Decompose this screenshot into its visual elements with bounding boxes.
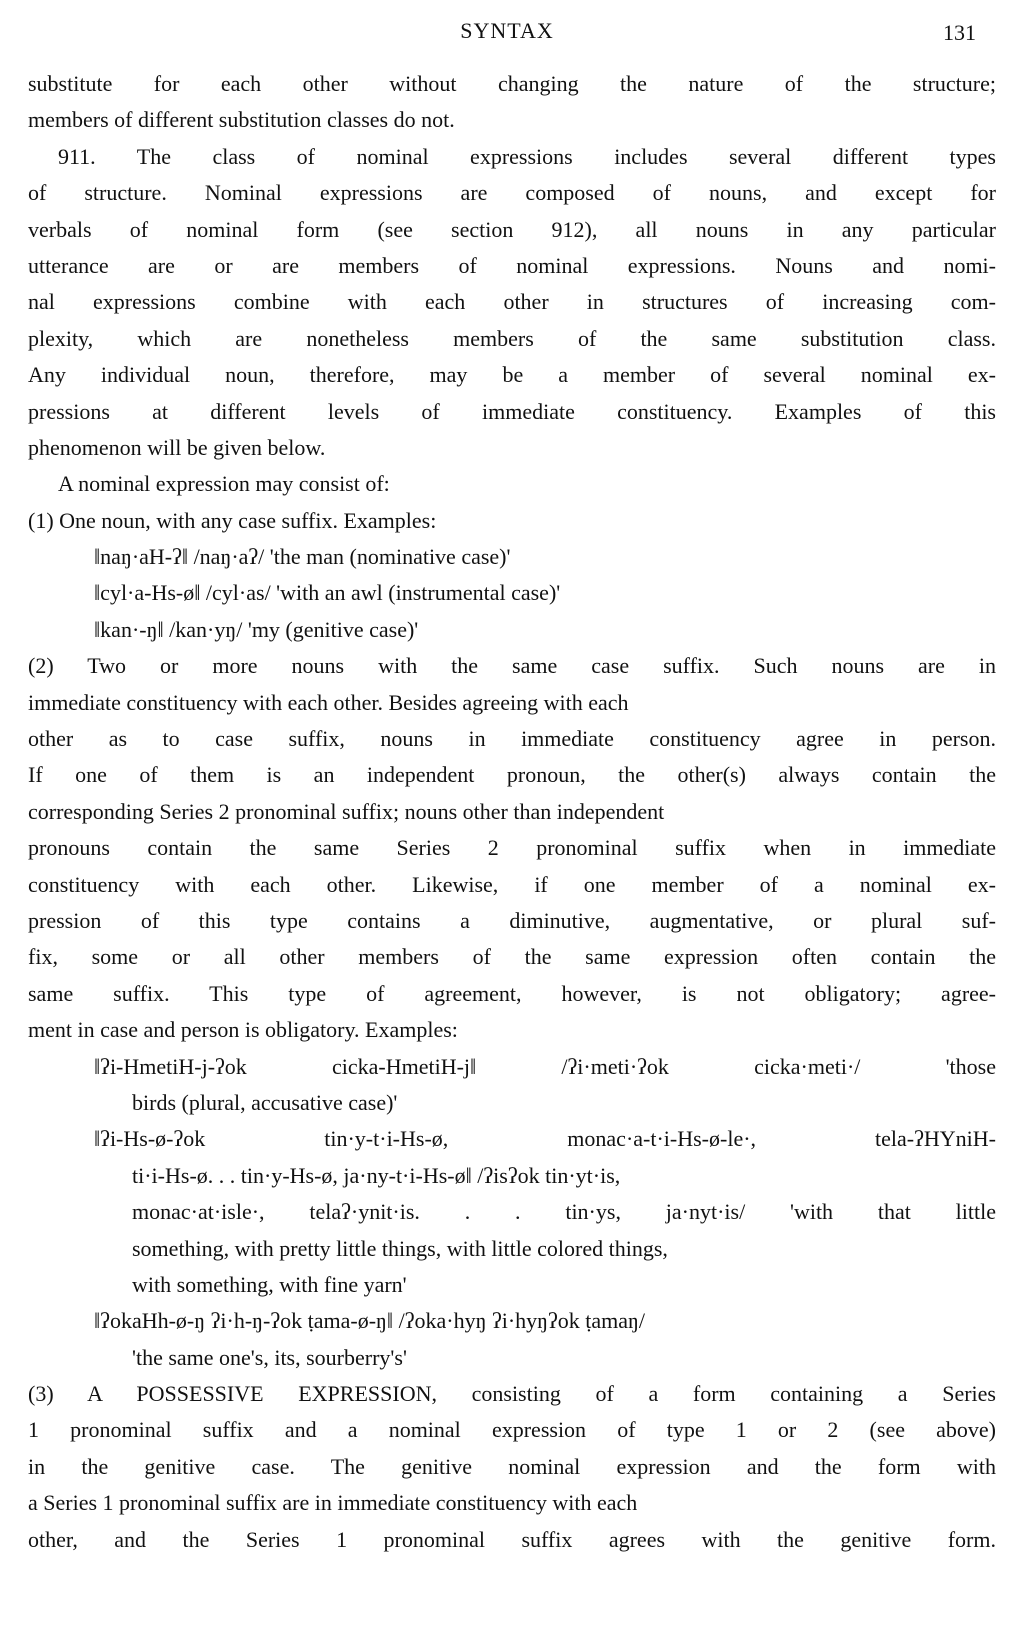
running-head: SYNTAX [460, 18, 554, 43]
body-text [28, 66, 996, 1558]
text-line: ment in case and person is obligatory. Examples: [28, 1017, 458, 1043]
text-line: other as to case suffix, nouns in immediate constituency agree in person. [28, 726, 996, 752]
text-line: members of different substitution classes do not. [28, 107, 455, 133]
text-line: immediate constituency with each other. Besides agreeing with each [28, 689, 629, 715]
text-line: A nominal expression may consist of: [58, 471, 390, 497]
text-line: something, with pretty little things, with little colored things, [132, 1235, 668, 1261]
text-line: verbals of nominal form (see section 912), all nouns in any particular [28, 216, 996, 242]
text-line: of structure. Nominal expressions are composed of nouns, and except for [28, 180, 996, 206]
text-line: (2) Two or more nouns with the same case suffix. Such nouns are in [28, 653, 996, 679]
text-line: utterance are or are members of nominal expressions. Nouns and nomi- [28, 252, 996, 278]
text-line: constituency with each other. Likewise, if one member of a nominal ex- [28, 871, 996, 897]
text-line: monac·at·isle·, telaʔ·ynit·is. . . tin·ys, ja·nyt·is/ 'with that little [132, 1199, 996, 1225]
text-line: If one of them is an independent pronoun, the other(s) always contain the [28, 762, 996, 788]
text-line: plexity, which are nonetheless members of the same substitution class. [28, 325, 996, 351]
text-line: 'the same one's, its, sourberry's' [132, 1344, 407, 1370]
text-line: Any individual noun, therefore, may be a member of several nominal ex- [28, 362, 996, 388]
text-line: in the genitive case. The genitive nominal expression and the form with [28, 1453, 996, 1479]
text-line: ‖ʔi-HmetiH-j-ʔok cicka-HmetiH-j‖ /ʔi·meti·ʔok cicka·meti·/ 'those [94, 1053, 996, 1079]
text-line: ‖ʔi-Hs-ø-ʔok tin·y-t·i-Hs-ø, monac·a-t·i-Hs-ø-le·, tela-ʔHYniH- [94, 1126, 996, 1152]
text-line: pression of this type contains a diminutive, augmentative, or plural suf- [28, 907, 996, 933]
text-line: ‖ʔokaHh-ø-ŋ ʔi·h-ŋ-ʔok ṭama-ø-ŋ‖ /ʔoka·hyŋ ʔi·hyŋʔok ṭamaŋ/ [94, 1308, 646, 1334]
text-line: phenomenon will be given below. [28, 434, 326, 460]
text-line: substitute for each other without changing the nature of the structure; [28, 71, 996, 96]
text-line: ti·i-Hs-ø. . . tin·y-Hs-ø, ja·ny-t·i-Hs-ø‖ /ʔisʔok tin·yt·is, [132, 1162, 621, 1188]
text-line: (1) One noun, with any case suffix. Examples: [28, 507, 437, 533]
text-line: ‖kan·-ŋ‖ /kan·yŋ/ 'my (genitive case)' [94, 616, 419, 642]
text-line: pressions at different levels of immediate constituency. Examples of this [28, 398, 996, 424]
text-line: corresponding Series 2 pronominal suffix; nouns other than independent [28, 798, 665, 824]
text-line: (3) A POSSESSIVE EXPRESSION, consisting of a form containing a Series [28, 1381, 996, 1407]
text-line: pronouns contain the same Series 2 pronominal suffix when in immediate [28, 835, 996, 861]
text-line: same suffix. This type of agreement, however, is not obligatory; agree- [28, 980, 996, 1006]
text-line: 911. The class of nominal expressions includes several different types [58, 143, 996, 169]
text-line: nal expressions combine with each other in structures of increasing com- [28, 289, 996, 315]
text-line: with something, with fine yarn' [132, 1271, 407, 1297]
page-header [0, 18, 1014, 48]
text-line: 1 pronominal suffix and a nominal expression of type 1 or 2 (see above) [28, 1417, 996, 1443]
page-number: 131 [943, 20, 976, 45]
text-line: a Series 1 pronominal suffix are in immediate constituency with each [28, 1490, 638, 1516]
text-line: ‖naŋ·aH-ʔ‖ /naŋ·aʔ/ 'the man (nominative case)' [94, 544, 511, 570]
text-line: ‖cyl·a-Hs-ø‖ /cyl·as/ 'with an awl (instrumental case)' [94, 580, 561, 606]
text-line: other, and the Series 1 pronominal suffix agrees with the genitive form. [28, 1526, 996, 1552]
text-line: fix, some or all other members of the same expression often contain the [28, 944, 996, 970]
text-line: birds (plural, accusative case)' [132, 1089, 398, 1115]
